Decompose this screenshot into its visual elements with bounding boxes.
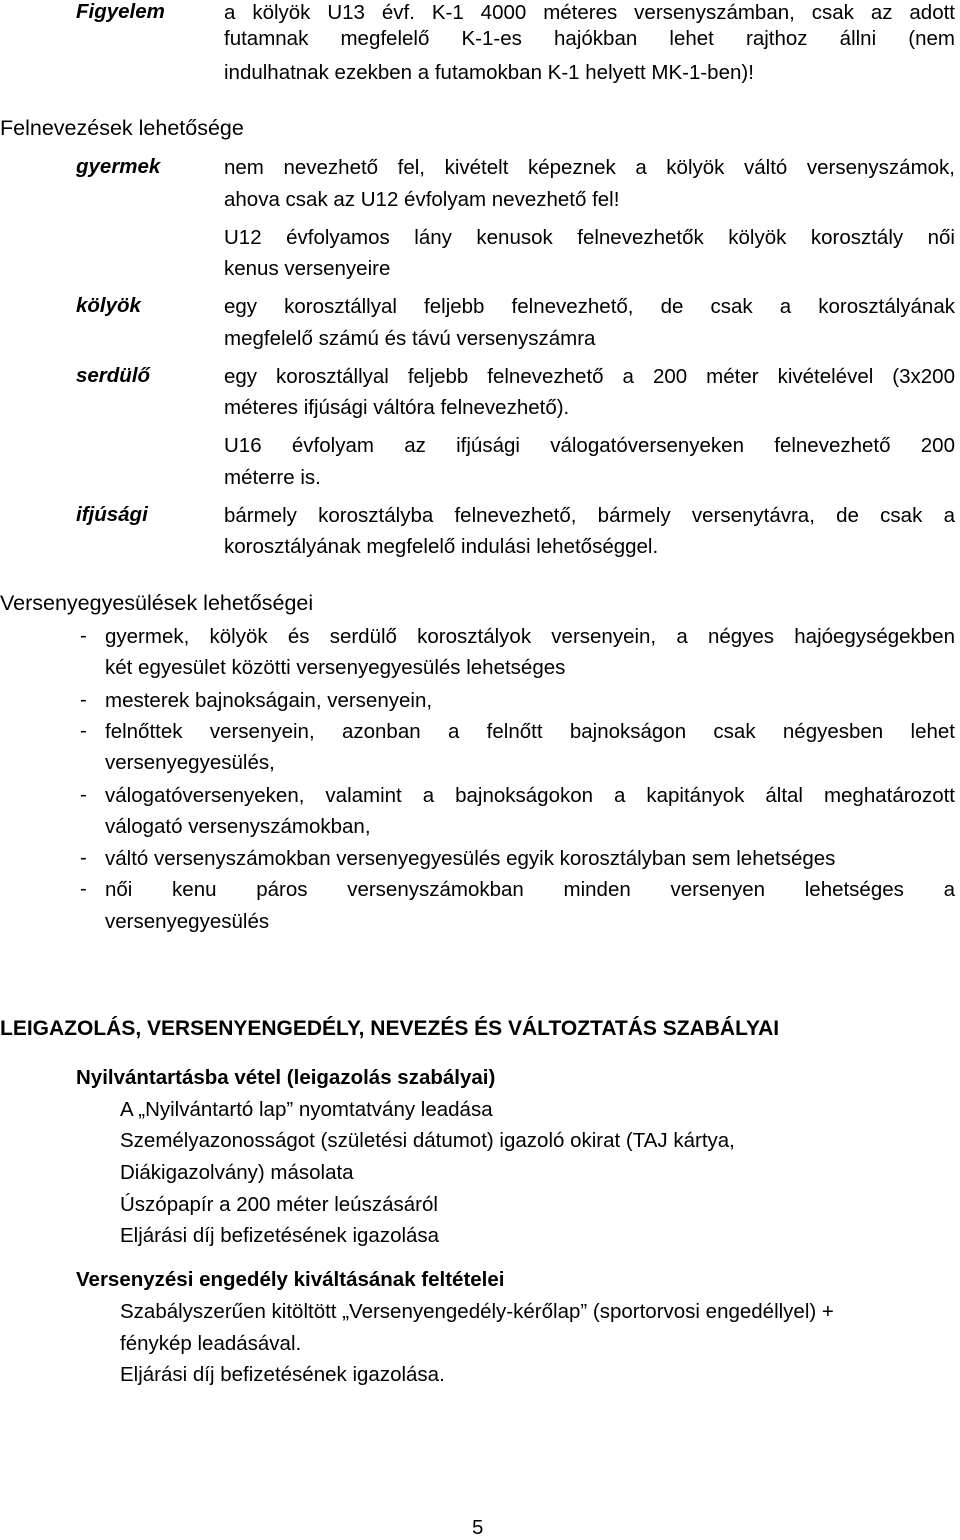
kolyok-text (224, 294, 955, 320)
list-dash: - (80, 719, 87, 742)
list-dash: - (80, 846, 87, 869)
list-item-line: gyermek, kölyök és serdülő korosztályok versenyein, a négyes hajóegységekben (105, 625, 955, 648)
serdulo-text (224, 364, 955, 390)
list-item (105, 624, 955, 650)
nyilvantartas-line: Diákigazolvány) másolata (120, 1161, 354, 1184)
engedely-line: Szabályszerűen kitöltött „Versenyengedély-kérőlap” (sportorvosi engedéllyel) + (120, 1300, 834, 1323)
serdulo-line-2: méteres ifjúsági váltóra felnevezhető). (224, 396, 570, 419)
list-item (105, 719, 955, 745)
list-dash: - (80, 688, 87, 711)
leigazolas-title: LEIGAZOLÁS, VERSENYENGEDÉLY, NEVEZÉS ÉS VÁLTOZTATÁS SZABÁLYAI (0, 1017, 780, 1040)
list-item-line: felnőttek versenyein, azonban a felnőtt bajnokságon csak négyesben lehet (105, 720, 955, 743)
label-kolyok: kölyök (76, 294, 141, 317)
label-figyelem: Figyelem (76, 0, 165, 23)
felnevezes-title: Felnevezések lehetősége (0, 116, 244, 140)
page-number: 5 (472, 1516, 484, 1539)
label-gyermek: gyermek (76, 155, 161, 178)
engedely-title: Versenyzési engedély kiváltásának feltételei (76, 1268, 505, 1291)
figyelem-line-2: futamnak megfelelő K-1-es hajókban lehet rajthoz állni (nem (224, 27, 955, 50)
figyelem-text (224, 0, 955, 52)
list-item-line: női kenu páros versenyszámokban minden versenyen lehetséges a (105, 878, 955, 901)
engedely-line: Eljárási díj befizetésének igazolása. (120, 1363, 445, 1386)
list-dash: - (80, 783, 87, 806)
gyermek-extra-line-1: U12 évfolyamos lány kenusok felnevezhetők kölyök korosztály női (224, 226, 955, 249)
list-item-line: versenyegyesülés (105, 910, 270, 933)
label-ifjusagi: ifjúsági (76, 503, 148, 526)
nyilvantartas-line: Úszópapír a 200 méter leúszásáról (120, 1193, 438, 1216)
gyermek-extra (224, 225, 955, 251)
kolyok-line-2: megfelelő számú és távú versenyszámra (224, 327, 596, 350)
versenyegyesules-title: Versenyegyesülések lehetőségei (0, 591, 314, 615)
ifjusagi-line-1: bármely korosztályba felnevezhető, bármely versenytávra, de csak a (224, 504, 955, 527)
list-dash: - (80, 877, 87, 900)
gyermek-extra-line-2: kenus versenyeire (224, 257, 391, 280)
nyilvantartas-line: Személyazonosságot (születési dátumot) igazoló okirat (TAJ kártya, (120, 1129, 735, 1152)
list-dash: - (80, 624, 87, 647)
list-item-line: versenyegyesülés, (105, 751, 275, 774)
list-item-line: válogató versenyszámokban, (105, 815, 371, 838)
kolyok-line-1: egy korosztállyal feljebb felnevezhető, de csak a korosztályának (224, 295, 955, 318)
gyermek-text (224, 155, 955, 181)
gyermek-line-1: nem nevezhető fel, kivételt képeznek a kölyök váltó versenyszámok, (224, 156, 955, 179)
engedely-line: fénykép leadásával. (120, 1332, 302, 1355)
list-item-line: két egyesület közötti versenyegyesülés lehetséges (105, 656, 566, 679)
figyelem-line-3: indulhatnak ezekben a futamokban K-1 helyett MK-1-ben)! (224, 61, 754, 84)
ifjusagi-line-2: korosztályának megfelelő indulási lehetőséggel. (224, 535, 659, 558)
nyilvantartas-line: A „Nyilvántartó lap” nyomtatvány leadása (120, 1098, 493, 1121)
serdulo-extra-line-1: U16 évfolyam az ifjúsági válogatóversenyeken felnevezhető 200 (224, 434, 955, 457)
nyilvantartas-line: Eljárási díj befizetésének igazolása (120, 1224, 440, 1247)
gyermek-line-2: ahova csak az U12 évfolyam nevezhető fel! (224, 188, 620, 211)
ifjusagi-text (224, 503, 955, 529)
serdulo-extra (224, 433, 955, 459)
figyelem-line-1: a kölyök U13 évf. K-1 4000 méteres versenyszámban, csak az adott (224, 1, 955, 24)
list-item-line: mesterek bajnokságain, versenyein, (105, 689, 433, 712)
serdulo-extra-line-2: méterre is. (224, 466, 321, 489)
list-item-line: váltó versenyszámokban versenyegyesülés egyik korosztályban sem lehetséges (105, 847, 836, 870)
list-item-line: válogatóversenyeken, valamint a bajnokságokon a kapitányok által meghatározott (105, 784, 955, 807)
label-serdulo: serdülő (76, 364, 151, 387)
list-item (105, 877, 955, 903)
serdulo-line-1: egy korosztállyal feljebb felnevezhető a 200 méter kivételével (3x200 (224, 365, 955, 388)
nyilvantartas-title: Nyilvántartásba vétel (leigazolás szabályai) (76, 1066, 496, 1089)
list-item (105, 783, 955, 809)
